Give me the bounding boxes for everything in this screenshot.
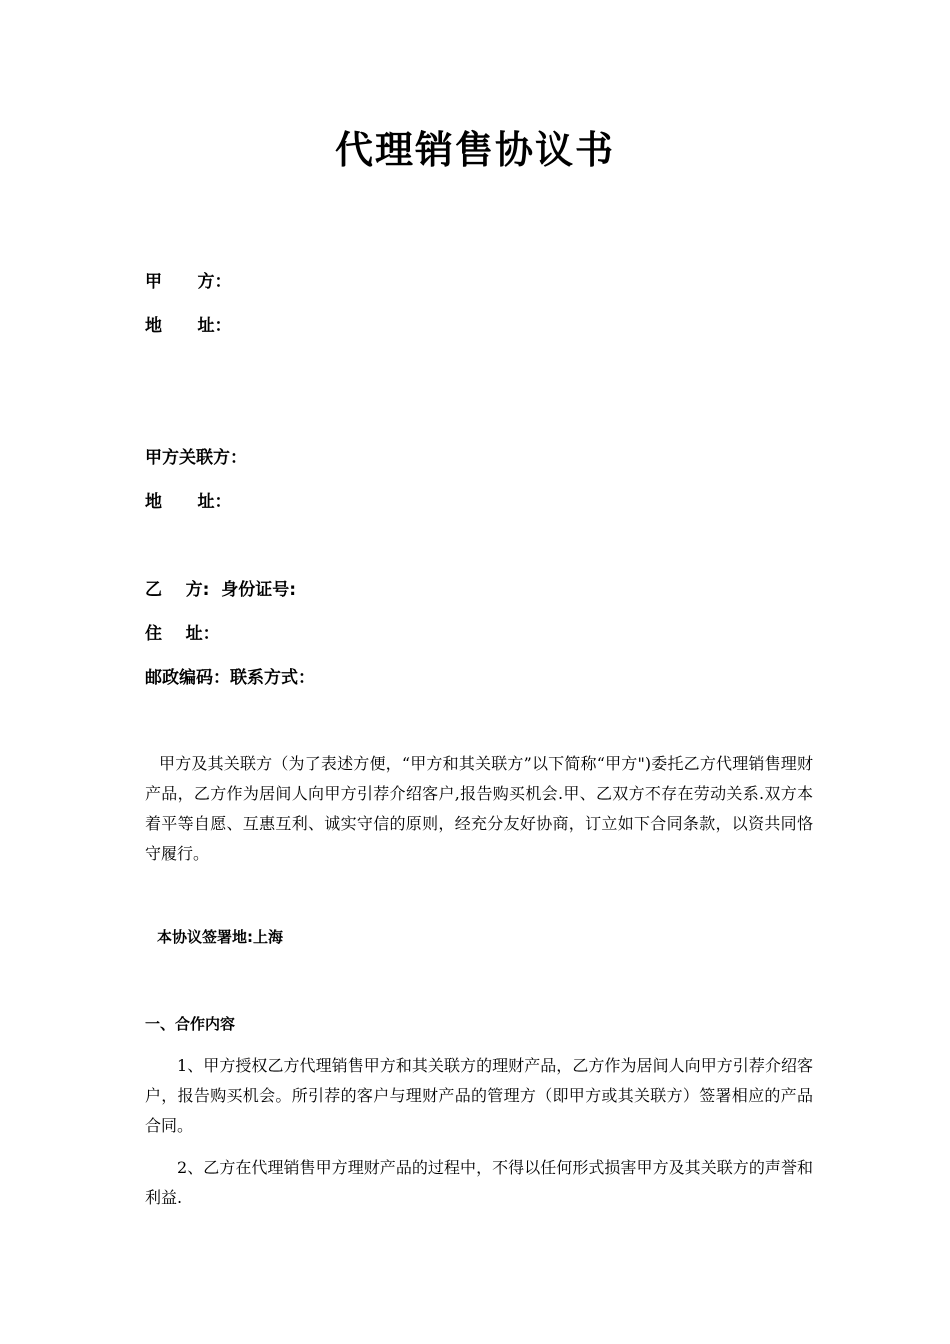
party-a-address-label: 地 址： xyxy=(145,316,232,336)
section-1-clause-1: 1、甲方授权乙方代理销售甲方和其关联方的理财产品，乙方作为居间人向甲方引荐介绍客户，报告购买机会。所引荐的客户与理财产品的管理方（即甲方或其关联方）签署相应的产品合同。 xyxy=(145,1056,813,1135)
party-a-related-name-label: 甲方关联方： xyxy=(145,448,247,468)
party-a-related-address-label: 地 址： xyxy=(145,492,232,512)
section-1-clause-2: 2、乙方在代理销售甲方理财产品的过程中，不得以任何形式损害甲方及其关联方的声誉和利益. xyxy=(145,1158,813,1207)
party-a-name-label: 甲 方： xyxy=(145,272,232,292)
section-1-heading: 一、合作内容 xyxy=(145,1015,236,1033)
signing-place: 本协议签署地:上海 xyxy=(157,928,283,946)
party-b-name-id-label: 乙 方: 身份证号: xyxy=(145,580,297,600)
party-b-postal-contact-label: 邮政编码：联系方式： xyxy=(145,668,315,688)
preamble-paragraph: 甲方及其关联方（为了表述方便，“甲方和其关联方”以下简称“甲方")委托乙方代理销售理财产品，乙方作为居间人向甲方引荐介绍客户,报告购买机会.甲、乙双方不存在劳动关系.双方本着平等自愿、互惠互利、诚实守信的原则，经充分友好协商，订立如下合同条款，以资共同恪守履行。 xyxy=(145,754,813,863)
party-b-residence-label: 住 址： xyxy=(145,624,220,644)
document-title: 代理销售协议书 xyxy=(334,128,615,172)
